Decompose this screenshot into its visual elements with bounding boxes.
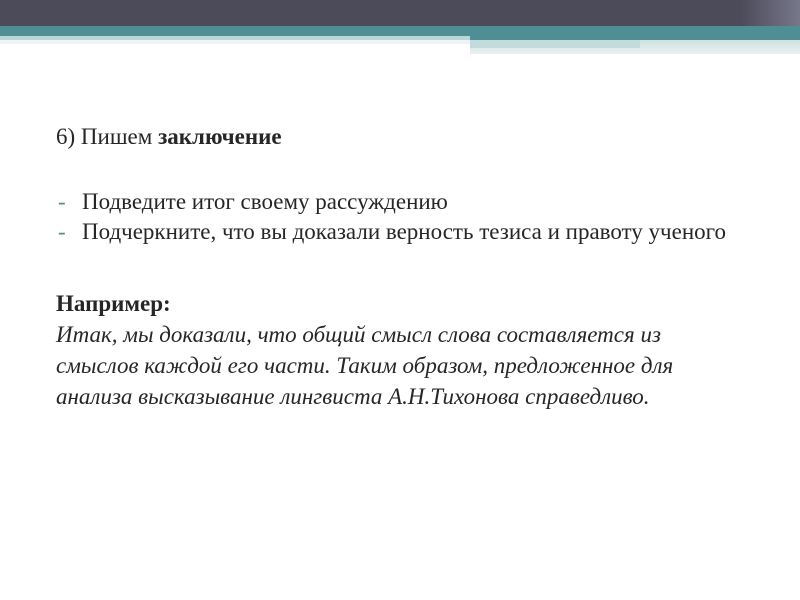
step-heading: [56, 122, 756, 152]
bullet-dash: -: [58, 189, 66, 214]
bullet-dash: -: [58, 219, 66, 244]
list-item: [56, 187, 756, 217]
header-dark-band: [0, 0, 800, 26]
step-keyword: заключение: [158, 124, 282, 149]
bullet-text: Подведите итог своему рассуждению: [82, 189, 448, 214]
step-prefix: 6) Пишем: [56, 124, 159, 149]
list-item: [56, 217, 756, 247]
bullet-list: [56, 187, 756, 247]
bullet-text: Подчеркните, что вы доказали верность тезиса и правоту ученого: [82, 219, 726, 244]
slide-content: [56, 122, 756, 412]
example-text: Итак, мы доказали, что общий смысл слова составляется из смыслов каждой его части. Таким образом, предложенное для анализа высказывание лингвиста А.Н.Тихонова справедливо.: [56, 322, 674, 409]
header-light-bar: [470, 40, 640, 48]
example-label: Например:: [56, 291, 171, 316]
header-right-gradient: [740, 0, 800, 26]
